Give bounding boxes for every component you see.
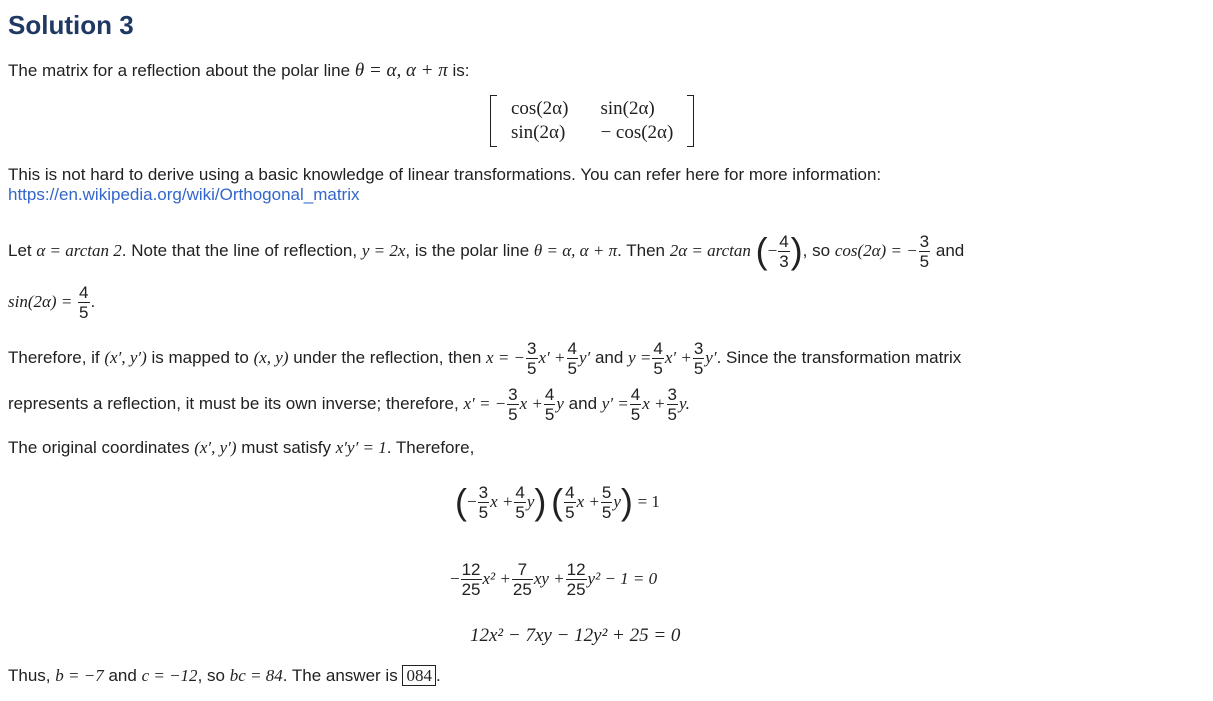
p4-t1: Therefore, if [8,348,100,367]
paragraph-original-coords [8,438,474,458]
p3-t7: . [90,292,96,311]
p3-m2: y = 2x [361,241,406,260]
eq1-m2: x + [490,492,514,511]
p4-t4: and [594,348,624,367]
paren-close: ) [790,230,803,271]
matrix-a22: − cos(2α) [600,122,674,143]
paren-close: ) [534,481,547,522]
reflection-matrix [490,95,694,147]
fraction: $\frac{4}{5}$ [630,384,641,424]
paren-open: ( [551,481,564,522]
p4-t3: under the reflection, then [293,348,482,367]
fraction: $\frac{4}{5}$ [567,338,577,378]
p2-text: This is not hard to derive using a basic knowledge of linear transformations. You can refer here for more information: [8,165,882,184]
equation-final: 12x² − 7xy − 12y² + 25 = 0 [470,625,681,646]
p5-t2: and [568,394,598,413]
fraction: $\frac{3}{5}$ [693,338,704,378]
p4-t5: . Since the transformation matrix [716,348,962,367]
eq1-m3: y [526,492,535,511]
matrix-right-bracket [687,95,694,147]
p7-m1: b = −7 [55,666,104,685]
p3-m5: − [767,241,778,260]
paren-open: ( [455,481,467,522]
fraction: $\frac{3}{5}$ [667,384,677,424]
fraction: $\frac{3}{5}$ [478,482,489,522]
p3-t2: . Note that the line of reflection, [121,241,358,260]
eq2-m2: x² + [482,569,511,588]
p7-t3: , so [197,666,225,685]
paragraph-inverse [8,382,690,426]
matrix-a21: sin(2α) [511,122,566,143]
equation-expanded [450,555,657,603]
matrix-left-bracket [490,95,497,147]
p3-t1: Let [8,241,32,260]
p7-t4: . The answer is [282,666,398,685]
p5-m5: x + [642,394,666,413]
p3-m4: 2α = arctan [669,241,751,260]
fraction: $\frac{4}{5}$ [515,482,525,522]
answer-box: 084 [402,665,436,686]
p5-m6: y. [679,394,690,413]
paragraph-matrix-intro [8,60,470,82]
p1-math: θ = α, α + π [354,60,448,81]
fraction: $\frac{3}{5}$ [527,338,537,378]
p3-m7: sin(2α) = [8,292,73,311]
fraction: $\frac{4}{5}$ [565,482,575,522]
p5-t1: represents a reflection, it must be its own inverse; therefore, [8,394,459,413]
fraction: $\frac{4}{5}$ [544,384,555,424]
p3-m6: cos(2α) = − [834,241,918,260]
paragraph-mapping [8,336,961,380]
p6-m1: (x′, y′) [194,438,237,457]
p5-m3: y [556,394,564,413]
p5-m2: x + [519,394,543,413]
eq2-m4: y² − 1 = 0 [587,569,658,588]
fraction: $\frac{4}{5}$ [79,282,89,322]
fraction: $\frac{3}{5}$ [508,384,518,424]
fraction: $\frac{12}{25}$ [566,559,586,599]
fraction: $\frac{12}{25}$ [461,559,481,599]
p4-t2: is mapped to [151,348,249,367]
p3-t5: , so [802,241,831,260]
matrix-a11: cos(2α) [511,98,569,119]
matrix-a12: sin(2α) [600,98,655,119]
p7-m3: bc = 84 [229,666,283,685]
fraction: $\frac{4}{5}$ [653,338,663,378]
paragraph-let-alpha [8,224,964,278]
p3-t3: , is the polar line [405,241,530,260]
p6-m2: x′y′ = 1 [335,438,387,457]
p3-t6: and [935,241,965,260]
paragraph-answer [8,666,441,686]
eq1-m4: x + [576,492,600,511]
p5-m1: x′ = − [463,394,507,413]
p6-t3: . Therefore, [386,438,475,457]
fraction: $\frac{7}{25}$ [512,559,532,599]
p7-m2: c = −12 [141,666,198,685]
eq1-m1: − [467,492,477,511]
p4-m1: (x′, y′) [104,348,147,367]
p1-after: is: [452,61,470,80]
p4-m3: x = − [486,348,526,367]
paragraph-derivation-note [8,165,881,205]
p4-m5: y′ [578,348,591,367]
fraction: $\frac{4}{3}$ [779,231,789,271]
p3-m3: θ = α, α + π [533,241,618,260]
p4-m8: y′ [705,348,717,367]
paren-close: ) [620,481,633,522]
p6-t2: must satisfy [241,438,332,457]
p7-t5: . [435,666,441,685]
eq1-rhs: = 1 [637,492,660,511]
equation-product [455,474,660,530]
p4-m4: x′ + [538,348,566,367]
p3-t4: . Then [617,241,665,260]
paren-open: ( [755,230,768,271]
p4-m2: (x, y) [253,348,289,367]
paragraph-sin-value [8,280,95,324]
p1-text: The matrix for a reflection about the polar line [8,61,351,80]
p5-m4: y′ = [601,394,629,413]
p4-m6: y = [628,348,652,367]
solution-heading: Solution 3 [8,10,134,40]
eq1-m5: y [613,492,621,511]
wikipedia-link[interactable]: https://en.wikipedia.org/wiki/Orthogonal_matrix [8,185,360,204]
eq2-m3: xy + [533,569,565,588]
p7-t1: Thus, [8,666,51,685]
p7-t2: and [108,666,137,685]
p4-m7: x′ + [664,348,692,367]
fraction: $\frac{5}{5}$ [601,482,612,522]
eq2-m1: − [450,569,460,588]
fraction: $\frac{3}{5}$ [919,231,930,271]
p6-t1: The original coordinates [8,438,190,457]
p3-m1: α = arctan 2 [36,241,122,260]
